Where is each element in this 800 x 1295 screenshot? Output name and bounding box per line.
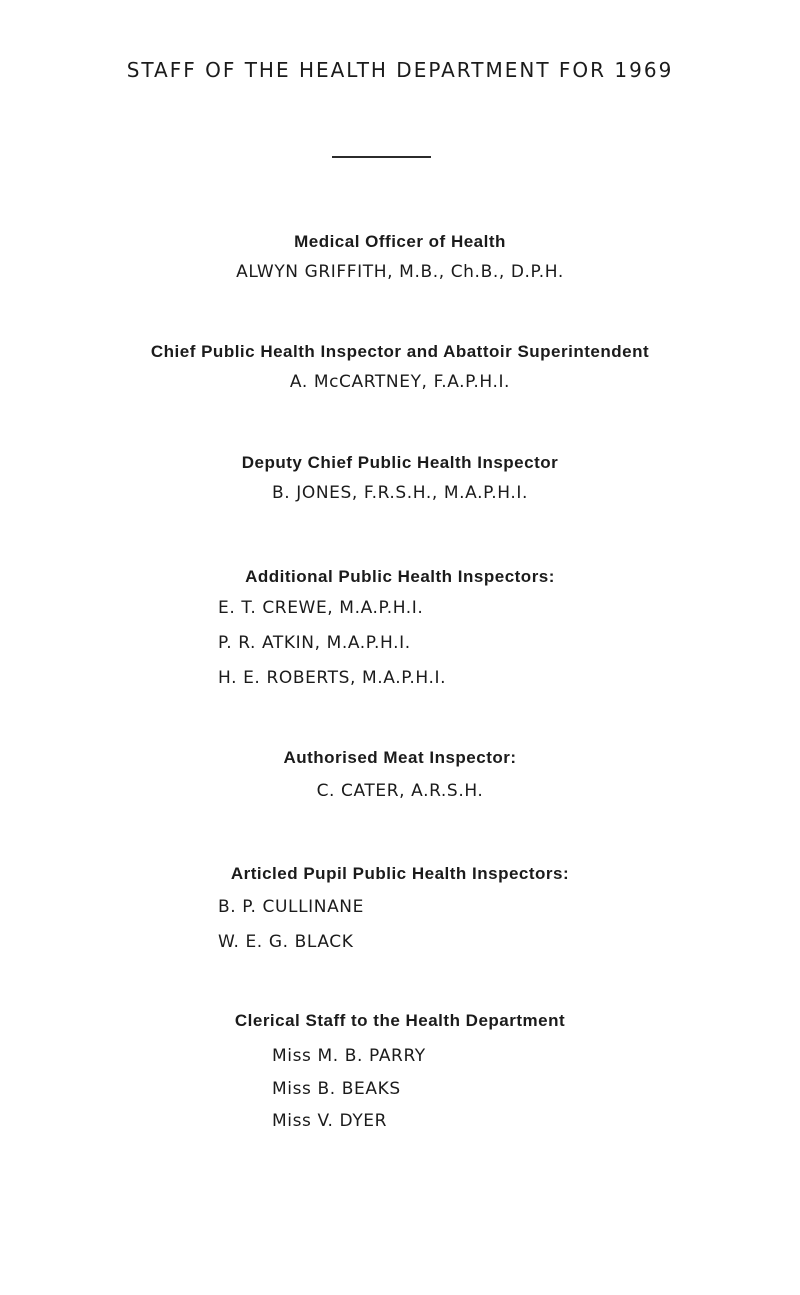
page-title: STAFF OF THE HEALTH DEPARTMENT FOR 1969	[126, 58, 674, 82]
clerical-name: Miss B. BEAKS	[272, 1079, 401, 1099]
section-heading-deputy-phi: Deputy Chief Public Health Inspector	[241, 453, 559, 472]
additional-phi-name: H. E. ROBERTS, M.A.P.H.I.	[218, 668, 447, 688]
section-heading-pupils: Articled Pupil Public Health Inspectors:	[230, 864, 570, 883]
pupil-name: W. E. G. BLACK	[218, 932, 354, 952]
section-heading-moh: Medical Officer of Health	[294, 232, 506, 251]
additional-phi-name: E. T. CREWE, M.A.P.H.I.	[218, 598, 424, 618]
section-heading-additional-phi: Additional Public Health Inspectors:	[245, 567, 555, 586]
section-heading-meat-inspector: Authorised Meat Inspector:	[283, 748, 517, 767]
section-heading-clerical: Clerical Staff to the Health Department	[234, 1011, 566, 1030]
additional-phi-name: P. R. ATKIN, M.A.P.H.I.	[218, 633, 411, 653]
clerical-name: Miss M. B. PARRY	[272, 1046, 426, 1066]
moh-name: ALWYN GRIFFITH, M.B., Ch.B., D.P.H.	[236, 262, 564, 282]
chief-phi-name: A. McCARTNEY, F.A.P.H.I.	[289, 372, 511, 392]
clerical-name: Miss V. DYER	[272, 1111, 388, 1131]
divider	[332, 156, 431, 158]
section-heading-chief-phi: Chief Public Health Inspector and Abattoir Superintendent	[150, 342, 650, 361]
deputy-phi-name: B. JONES, F.R.S.H., M.A.P.H.I.	[272, 483, 528, 503]
pupil-name: B. P. CULLINANE	[218, 897, 364, 917]
meat-inspector-name: C. CATER, A.R.S.H.	[316, 781, 484, 801]
